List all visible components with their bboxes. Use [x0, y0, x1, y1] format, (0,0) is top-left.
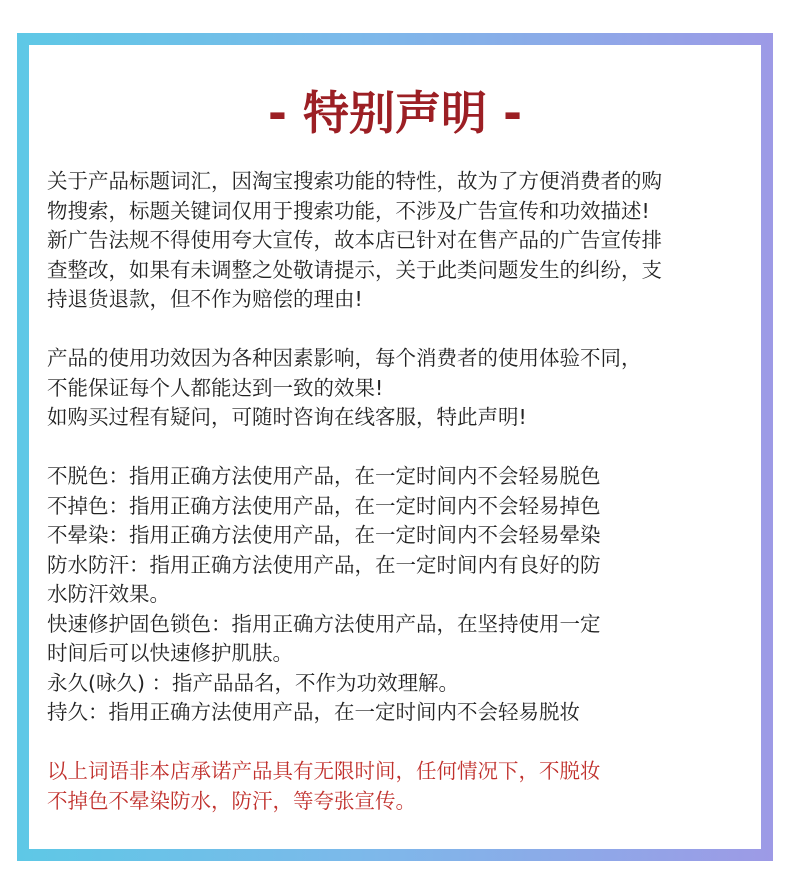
- text-line: 永久(咏久) ：指产品品名，不作为功效理解。: [47, 670, 460, 695]
- text-line: 查整改，如果有未调整之处敬请提示，关于此类问题发生的纠纷，支: [47, 257, 662, 282]
- paragraph-gap: [47, 728, 759, 758]
- text-line: 快速修护固色锁色：指用正确方法使用产品，在坚持使用一定: [47, 611, 601, 636]
- warning-line: 以上词语非本店承诺产品具有无限时间，任何情况下，不脱妆: [47, 759, 601, 783]
- text-line: 不脱色：指用正确方法使用产品，在一定时间内不会轻易脱色: [47, 464, 601, 488]
- text-line: 不能保证每个人都能达到一致的效果!: [47, 375, 384, 400]
- text-line: 不晕染：指用正确方法使用产品，在一定时间内不会轻易晕染: [47, 523, 601, 547]
- paragraph-disclaimer: [47, 167, 759, 315]
- text-line: 时间后可以快速修护肌肤。: [47, 641, 293, 665]
- warning-line: 不掉色不晕染防水，防汗，等夸张宣传。: [47, 788, 416, 813]
- notice-panel: [29, 45, 761, 849]
- text-line: 新广告法规不得使用夸大宣传，故本店已针对在售产品的广告宣传排: [47, 228, 662, 252]
- paragraph-effect-notice: [47, 344, 759, 433]
- text-line: 持退货退款，但不作为赔偿的理由!: [47, 287, 363, 311]
- text-line: 产品的使用功效因为各种因素影响，每个消费者的使用体验不同，: [47, 346, 642, 370]
- paragraph-gap: [47, 433, 759, 463]
- notice-content: [47, 167, 759, 816]
- paragraph-definitions: [47, 462, 759, 728]
- text-line: 持久：指用正确方法使用产品，在一定时间内不会轻易脱妆: [47, 700, 580, 724]
- text-line: 水防汗效果。: [47, 582, 170, 606]
- paragraph-warning: [47, 757, 759, 816]
- text-line: 如购买过程有疑问，可随时咨询在线客服，特此声明!: [47, 405, 527, 429]
- gradient-frame: [17, 33, 773, 861]
- text-line: 物搜索，标题关键词仅用于搜索功能，不涉及广告宣传和功效描述!: [47, 198, 650, 223]
- text-line: 防水防汗：指用正确方法使用产品，在一定时间内有良好的防: [47, 552, 601, 577]
- text-line: 不掉色：指用正确方法使用产品，在一定时间内不会轻易掉色: [47, 493, 601, 518]
- paragraph-gap: [47, 315, 759, 345]
- text-line: 关于产品标题词汇，因淘宝搜索功能的特性，故为了方便消费者的购: [47, 169, 662, 193]
- page-title: - 特别声明 -: [267, 86, 523, 140]
